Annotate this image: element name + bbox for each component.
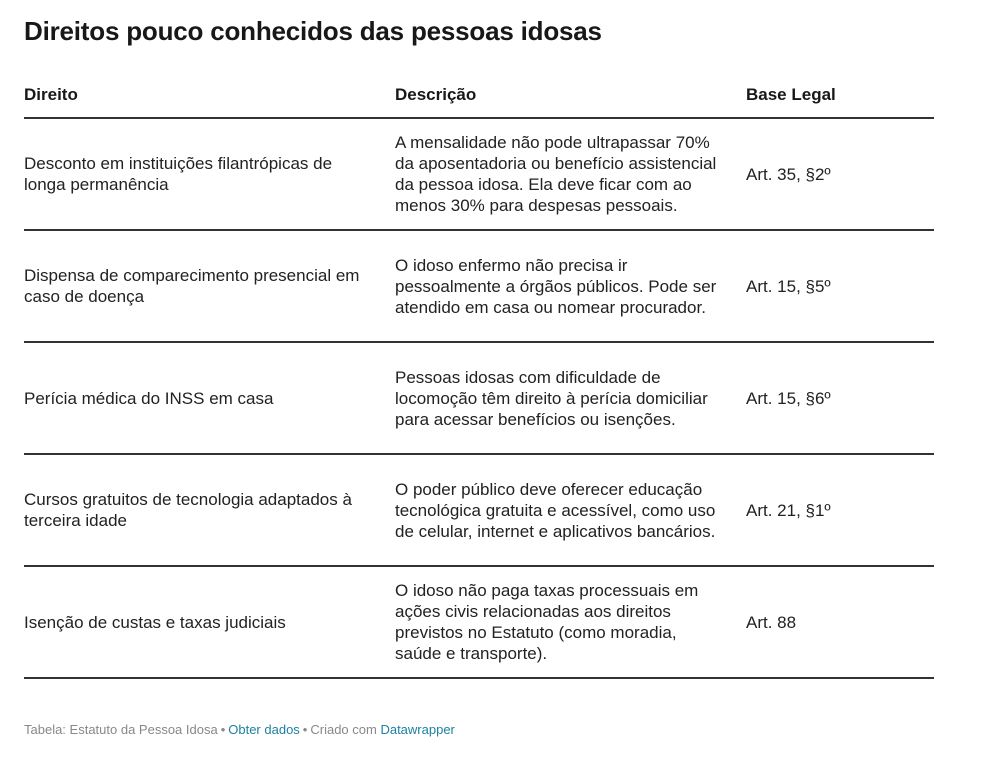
get-data-link[interactable]: Obter dados [228,722,300,737]
source-note: Tabela: Estatuto da Pessoa Idosa [24,722,218,737]
cell-base-legal: Art. 21, §1º [746,454,934,566]
table-header [24,84,934,118]
cell-direito: Perícia médica do INSS em casa [24,342,395,454]
column-header-descricao[interactable]: Descrição [395,84,746,118]
cell-descricao: Pessoas idosas com dificuldade de locomoção têm direito à perícia domiciliar para acessar benefícios ou isenções. [395,342,746,454]
rights-table [24,84,934,679]
cell-direito: Cursos gratuitos de tecnologia adaptados à terceira idade [24,454,395,566]
header-row [24,84,934,118]
cell-descricao: O poder público deve oferecer educação tecnológica gratuita e acessível, como uso de celular, internet e aplicativos bancários. [395,454,746,566]
cell-descricao: A mensalidade não pode ultrapassar 70% da aposentadoria ou benefício assistencial da pessoa idosa. Ela deve ficar com ao menos 30% para despesas pessoais. [395,118,746,230]
cell-descricao: O idoso enfermo não precisa ir pessoalmente a órgãos públicos. Pode ser atendido em casa ou nomear procurador. [395,230,746,342]
table-row [24,454,934,566]
datawrapper-link[interactable]: Datawrapper [380,722,455,737]
table-row [24,230,934,342]
cell-descricao: O idoso não paga taxas processuais em ações civis relacionadas aos direitos previstos no Estatuto (como moradia, saúde e transporte). [395,566,746,678]
table-row [24,342,934,454]
cell-direito: Desconto em instituições filantrópicas de longa permanência [24,118,395,230]
column-header-direito[interactable]: Direito [24,84,395,118]
separator-dot: • [220,722,226,737]
column-header-base-legal[interactable]: Base Legal [746,84,934,118]
cell-direito: Isenção de custas e taxas judiciais [24,566,395,678]
cell-base-legal: Art. 15, §6º [746,342,934,454]
cell-direito: Dispensa de comparecimento presencial em caso de doença [24,230,395,342]
cell-base-legal: Art. 35, §2º [746,118,934,230]
cell-base-legal: Art. 15, §5º [746,230,934,342]
separator-dot: • [302,722,308,737]
table-row [24,118,934,230]
created-with-label: Criado com [310,722,377,737]
footer-credits [24,721,455,739]
table-row [24,566,934,678]
cell-base-legal: Art. 88 [746,566,934,678]
page-title: Direitos pouco conhecidos das pessoas idosas [24,16,602,46]
table-body [24,118,934,678]
table-container [24,0,934,679]
